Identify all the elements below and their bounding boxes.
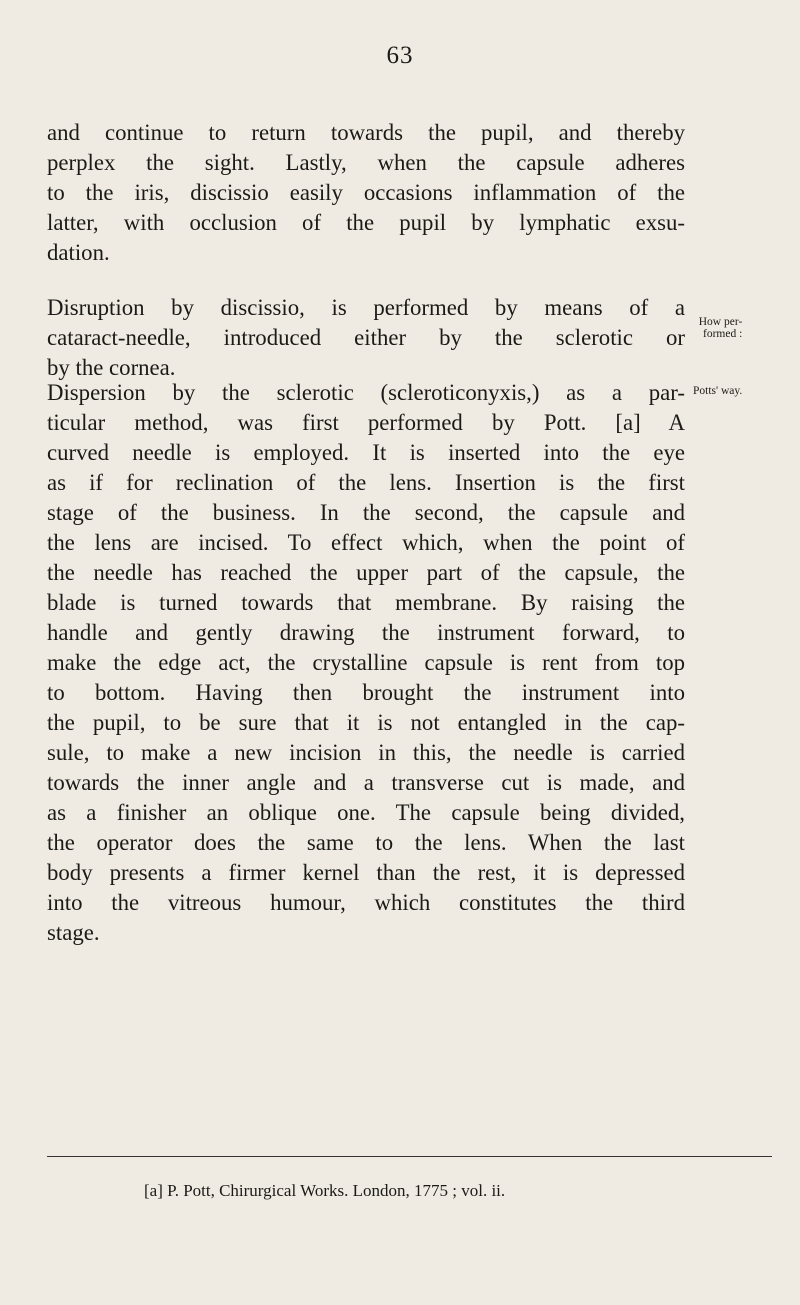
text-line: body presents a firmer kernel than the rest, it is depressed: [47, 860, 685, 885]
text-line: towards the inner angle and a transverse cut is made, and: [47, 770, 685, 795]
text-line: into the vitreous humour, which constitutes the third: [47, 890, 685, 915]
footnote: [a] P. Pott, Chirurgical Works. London, 1775 ; vol. ii.: [144, 1181, 506, 1200]
text-line: Disruption by discissio, is performed by means of a: [47, 295, 685, 320]
text-line: stage.: [47, 920, 100, 945]
margin-note-line: formed :: [703, 328, 743, 340]
text-line: to the iris, discissio easily occasions inflammation of the: [47, 180, 685, 205]
page-number: 63: [386, 42, 414, 69]
text-line: ticular method, was first performed by Pott. [a] A: [47, 410, 685, 435]
text-line: make the edge act, the crystalline capsule is rent from top: [47, 650, 685, 675]
margin-note-how-performed: [689, 316, 742, 340]
text-line: the lens are incised. To effect which, when the point of: [47, 530, 685, 555]
text-line: the needle has reached the upper part of the capsule, the: [47, 560, 685, 585]
text-line: sule, to make a new incision in this, the needle is carried: [47, 740, 685, 765]
paragraph-3: [47, 378, 685, 948]
paragraph-1: [47, 118, 685, 268]
text-line: stage of the business. In the second, the capsule and: [47, 500, 685, 525]
text-line: handle and gently drawing the instrument forward, to: [47, 620, 685, 645]
text-line: dation.: [47, 240, 110, 265]
text-line: the operator does the same to the lens. When the last: [47, 830, 685, 855]
text-line: and continue to return towards the pupil, and thereby: [47, 120, 685, 145]
text-line: cataract-needle, introduced either by the sclerotic or: [47, 325, 685, 350]
text-line: to bottom. Having then brought the instrument into: [47, 680, 685, 705]
margin-note-potts-way: Potts' way.: [693, 385, 743, 397]
text-line: the pupil, to be sure that it is not entangled in the cap-: [47, 710, 685, 735]
text-line: curved needle is employed. It is inserted into the eye: [47, 440, 685, 465]
text-line: latter, with occlusion of the pupil by lymphatic exsu-: [47, 210, 685, 235]
text-line: blade is turned towards that membrane. By raising the: [47, 590, 685, 615]
paragraph-2: [47, 293, 685, 383]
text-line: perplex the sight. Lastly, when the capsule adheres: [47, 150, 685, 175]
margin-note-line: How per-: [698, 316, 743, 328]
text-line: Dispersion by the sclerotic (scleroticonyxis,) as a par-: [47, 380, 685, 405]
footnote-rule: [47, 1156, 772, 1157]
text-line: as if for reclination of the lens. Insertion is the first: [47, 470, 685, 495]
text-line: as a finisher an oblique one. The capsule being divided,: [47, 800, 685, 825]
text-line: by the cornea.: [47, 355, 176, 380]
